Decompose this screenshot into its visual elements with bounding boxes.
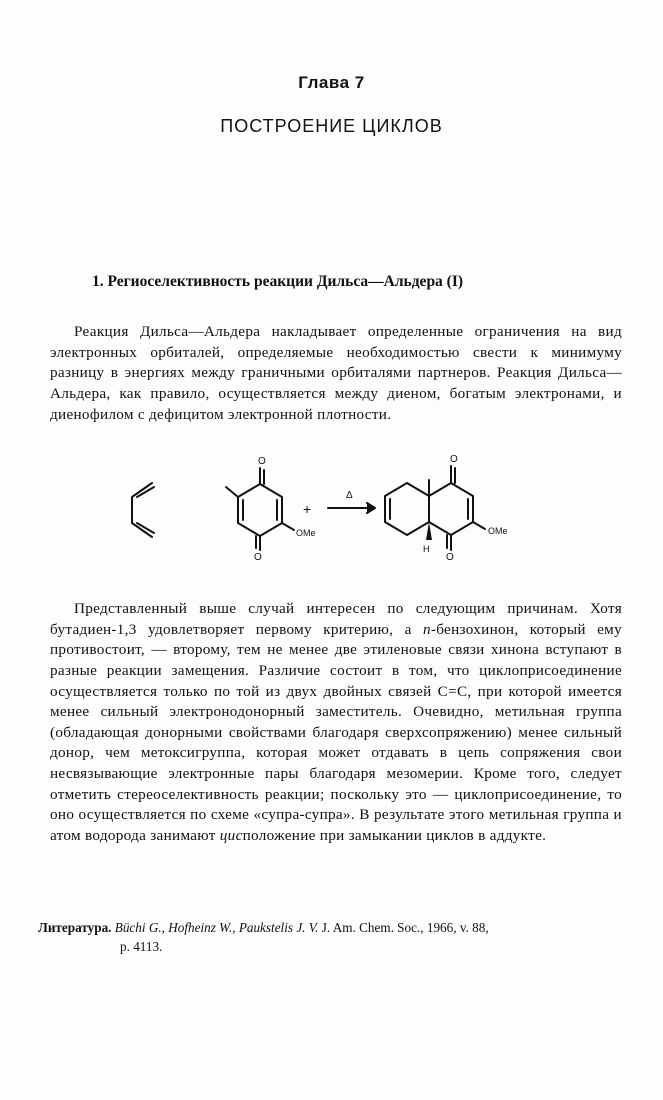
para-prefix-italic: n	[422, 620, 431, 638]
quinone-oxygen-bottom: O	[254, 552, 262, 563]
heat-label: Δ	[346, 490, 353, 501]
literature-pages: p. 4113.	[120, 939, 163, 954]
chapter-title: ПОСТРОЕНИЕ ЦИКЛОВ	[220, 116, 443, 136]
paragraph-discussion-part3: положение при замыкании циклов в аддукте.	[242, 826, 547, 844]
literature-authors: Büchi G., Hofheinz W., Paukstelis J. V.	[114, 920, 319, 935]
chapter-label: Глава 7	[298, 73, 365, 92]
section-title: 1. Региоселективность реакции Дильса—Альдера (I)	[92, 273, 464, 290]
literature-label: Литература.	[38, 920, 112, 935]
adduct-methoxy-label: OMe	[488, 526, 508, 536]
paragraph-discussion-part1: Представленный выше случай интересен по следующим причинам. Хотя бутадиен-1,3 удовлетворяет первому критерию, а	[50, 600, 622, 638]
adduct-oxygen-top: O	[450, 454, 458, 465]
reaction-scheme	[110, 450, 550, 565]
literature-citation: J. Am. Chem. Soc., 1966, v. 88,	[321, 920, 489, 935]
cis-italic: цис	[219, 826, 243, 844]
quinone-methoxy-label: OMe	[296, 528, 316, 538]
paragraph-intro: Реакция Дильса—Альдера накладывает определенные ограничения на вид электронных орбиталей, определяемые необходимостью свести к минимуму разницу в энергиях между граничными орбиталями партнеров. Реакция Дильса—Альдера, как правило, осуществляется между диеном, богатым электронами, и диенофилом с дефицитом электронной плотности.	[50, 323, 622, 423]
quinone-structure	[226, 468, 294, 550]
adduct-oxygen-bottom: O	[446, 552, 454, 563]
adduct-hydrogen-label: H	[423, 544, 430, 554]
diels-alder-scheme-diagram	[110, 450, 550, 565]
plus-sign: +	[303, 501, 312, 517]
literature-reference	[38, 918, 622, 956]
butadiene-structure	[132, 483, 154, 537]
paragraph-discussion	[50, 599, 622, 846]
adduct-structure	[385, 466, 485, 550]
paragraph-discussion-part2: -бензохинон, который ему противостоит, — второму, тем не менее две этиленовые связи хинона вступают в разные реакции замещения. Различие состоит в том, что циклоприсоединение осуществляется только по той из двух двойных связей C=C, при которой имеется менее сильный электронодонорный заместитель. Очевидно, метильная группа (обладающая донорными свойствами благодаря сверхсопряжению) менее сильный донор, чем метоксигруппа, которая может отдавать в цепь сопряжения свои несвязывающие электронные пары благодаря мезомерии. Кроме того, следует отметить стереоселективность реакции; поскольку это — циклоприсоединение, то оно осуществляется по схеме «супра-супра». В результате этого метильная группа и атом водорода занимают	[50, 620, 622, 844]
quinone-oxygen-top: O	[258, 456, 266, 467]
reaction-arrow	[328, 503, 375, 513]
